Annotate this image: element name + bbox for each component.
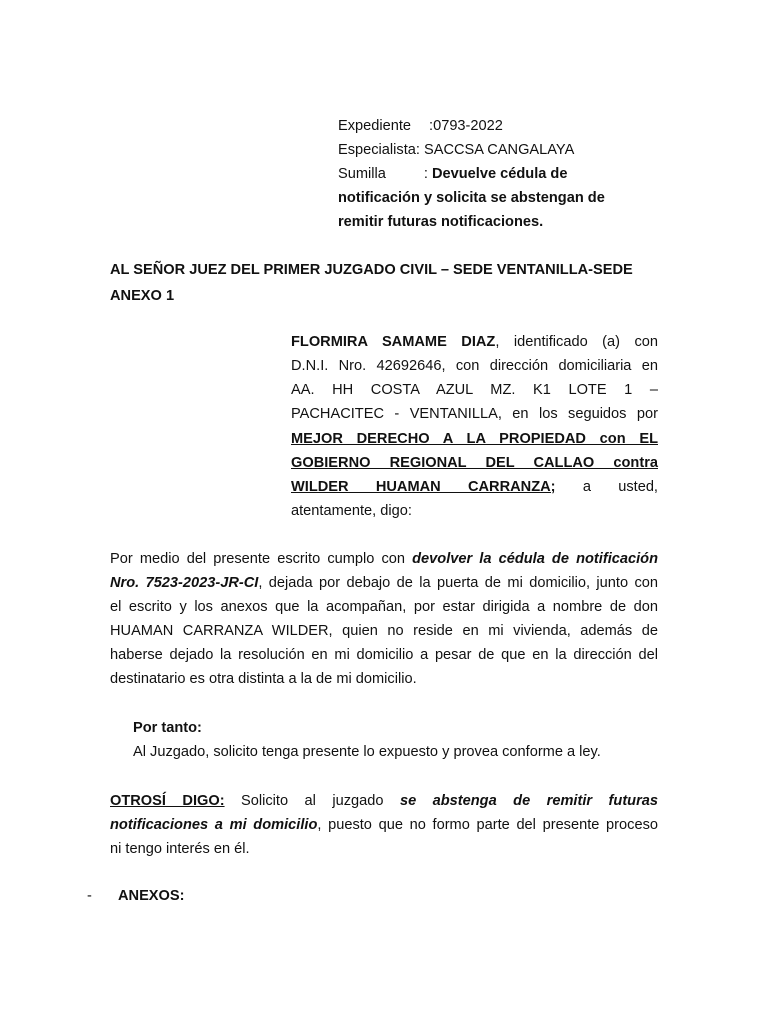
anexos-bullet bbox=[87, 884, 92, 908]
anexos-heading bbox=[118, 884, 185, 908]
sumilla-line-3 bbox=[338, 210, 543, 234]
party-text-2: D.N.I. Nro. 42692646, con dirección domiciliaria en bbox=[291, 358, 658, 374]
sumilla-label: Sumilla bbox=[338, 166, 386, 182]
body-line-5 bbox=[110, 643, 658, 667]
otrosi-text-3: ni tengo interés en él. bbox=[110, 841, 250, 857]
anexos-bullet-mark: - bbox=[87, 888, 92, 904]
party-name: FLORMIRA SAMAME DIAZ bbox=[291, 334, 496, 350]
por-tanto-text: Al Juzgado, solicito tenga presente lo expuesto y provea conforme a ley. bbox=[133, 744, 601, 760]
party-line-5 bbox=[291, 427, 658, 451]
por-tanto-label: Por tanto: bbox=[133, 720, 202, 736]
case-matter-1: MEJOR DERECHO A LA PROPIEDAD con EL bbox=[291, 431, 658, 447]
especialista-line bbox=[338, 138, 574, 162]
body-line-6 bbox=[110, 667, 658, 691]
sumilla-sep: : bbox=[423, 166, 428, 182]
especialista-value: SACCSA CANGALAYA bbox=[424, 142, 575, 158]
party-line-4 bbox=[291, 402, 658, 426]
party-text-4: PACHACITEC - VENTANILLA, en los seguidos por bbox=[291, 406, 658, 422]
otrosi-line-2 bbox=[110, 813, 658, 837]
addressee-line-2 bbox=[110, 284, 174, 308]
sumilla-text-1: Devuelve cédula de bbox=[431, 166, 568, 182]
otrosi-label: OTROSÍ DIGO: bbox=[110, 793, 225, 809]
sumilla-line-2 bbox=[338, 186, 605, 210]
body-emphasis-1: devolver la cédula de notificación bbox=[412, 551, 658, 567]
addressee-text-2: ANEXO 1 bbox=[110, 288, 175, 304]
body-emphasis-2: Nro. 7523-2023-JR-CI bbox=[110, 575, 259, 591]
body-text-6: destinatario es otra distinta a la de mi domicilio. bbox=[110, 671, 417, 687]
party-line-8 bbox=[291, 499, 658, 523]
party-text-7: a usted, bbox=[582, 479, 658, 495]
expediente-line bbox=[338, 114, 503, 138]
party-text-3: AA. HH COSTA AZUL MZ. K1 LOTE 1 – bbox=[291, 382, 658, 398]
otrosi-emphasis-2: notificaciones a mi domicilio bbox=[110, 817, 318, 833]
party-line-6 bbox=[291, 451, 658, 475]
body-line-4 bbox=[110, 619, 658, 643]
body-text-2b: , dejada por debajo de la puerta de mi domicilio, junto con bbox=[258, 575, 658, 591]
otrosi-text-2b: , puesto que no formo parte del presente proceso bbox=[317, 817, 658, 833]
por-tanto-heading bbox=[133, 716, 202, 740]
sumilla-text-3: remitir futuras notificaciones. bbox=[338, 214, 544, 230]
body-line-1 bbox=[110, 547, 658, 571]
body-text-3: el escrito y los anexos que la acompañan, por estar dirigida a nombre de don bbox=[110, 599, 658, 615]
party-line-1 bbox=[291, 330, 658, 354]
por-tanto-line bbox=[133, 740, 601, 764]
otrosi-line-1 bbox=[110, 789, 658, 813]
party-line-2 bbox=[291, 354, 658, 378]
especialista-label: Especialista: bbox=[338, 142, 420, 158]
party-line-7 bbox=[291, 475, 658, 499]
party-text-1: , identificado (a) con bbox=[495, 334, 658, 350]
body-text-5: haberse dejado la resolución en mi domicilio a pesar de que en la dirección del bbox=[110, 647, 658, 663]
otrosi-emphasis-1: se abstenga de remitir futuras bbox=[399, 793, 659, 809]
party-line-3 bbox=[291, 378, 658, 402]
body-line-2 bbox=[110, 571, 658, 595]
expediente-label: Expediente bbox=[338, 118, 412, 134]
sumilla-line bbox=[338, 162, 567, 186]
case-matter-2: GOBIERNO REGIONAL DEL CALLAO contra bbox=[291, 455, 658, 471]
otrosi-line-3 bbox=[110, 837, 250, 861]
defendant-name: WILDER HUAMAN CARRANZA; bbox=[291, 479, 556, 495]
otrosi-text-1a: Solicito al juzgado bbox=[241, 793, 384, 809]
expediente-value: :0793-2022 bbox=[429, 118, 503, 134]
body-text-1a: Por medio del presente escrito cumplo con bbox=[110, 551, 406, 567]
body-line-3 bbox=[110, 595, 658, 619]
sumilla-text-2: notificación y solicita se abstengan de bbox=[338, 190, 605, 206]
addressee-text-1: AL SEÑOR JUEZ DEL PRIMER JUZGADO CIVIL – SEDE VENTANILLA-SEDE bbox=[110, 262, 633, 278]
anexos-label: ANEXOS: bbox=[118, 888, 185, 904]
addressee-line-1 bbox=[110, 258, 633, 282]
body-text-4: HUAMAN CARRANZA WILDER, quien no reside en mi vivienda, además de bbox=[110, 623, 658, 639]
party-text-8: atentamente, digo: bbox=[291, 503, 412, 519]
